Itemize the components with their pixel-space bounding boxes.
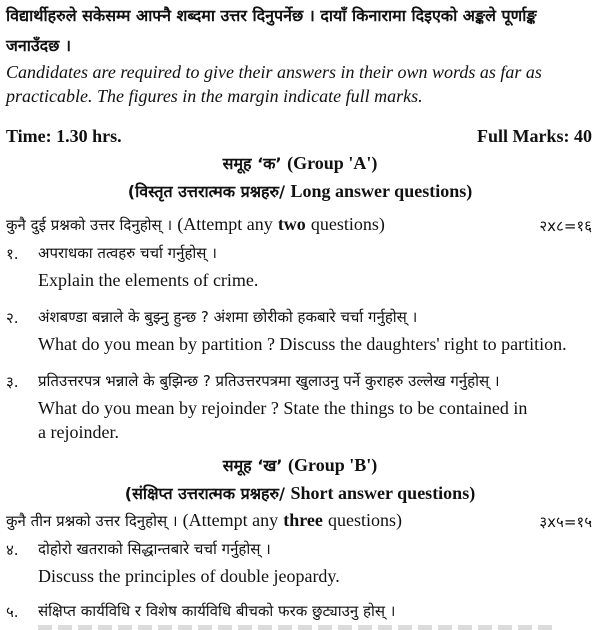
group-b-instruction-en-post: questions) (327, 510, 402, 530)
full-marks: Full Marks: 40 (477, 126, 592, 146)
group-b-marks: ३x५=१५ (539, 513, 592, 531)
group-a-subheading-np: (विस्तृत उत्तरात्मक प्रश्नहरु/ (127, 182, 285, 201)
question-number: १. (6, 245, 19, 263)
group-b-heading-en: (Group 'B') (288, 455, 378, 475)
group-b-subheading-en: Short answer questions) (290, 483, 476, 503)
group-a-subheading-en: Long answer questions) (290, 181, 473, 201)
instruction-nepali-line1: विद्यार्थीहरुले सकेसम्म आफ्नै शब्दमा उत्तर दिनुपर्नेछ । दायाँ किनारामा दिइएको अङ्कले पूर्णाङ्क (6, 6, 537, 25)
question-text-np: प्रतिउत्तरपत्र भन्नाले के बुझिन्छ ? प्रतिउत्तरपत्रमा खुलाउनु पर्ने कुराहरु उल्लेख गर्नुहोस् । (38, 372, 500, 390)
question-number: २. (6, 309, 19, 327)
group-a-heading-en: (Group 'A') (287, 153, 378, 173)
group-b-heading-np: समूह ‘ख’ (222, 456, 283, 475)
question-text-en: What do you mean by rejoinder ? State the things to be contained in (38, 398, 528, 418)
group-b-subheading (0, 482, 600, 504)
question-number: ५. (6, 603, 19, 621)
question-text-en: What do you mean by partition ? Discuss the daughters' right to partition. (38, 334, 567, 354)
group-b-instruction-en-bold: three (283, 510, 323, 530)
group-a-instruction-en-bold: two (277, 214, 306, 234)
group-a-marks: २x८=१६ (539, 217, 592, 235)
question-text-np: अपराधका तत्वहरु चर्चा गर्नुहोस् । (38, 244, 217, 262)
group-a-instruction-en-post: questions) (310, 214, 385, 234)
question-text-np: दोहोरो खतराको सिद्धान्तबारे चर्चा गर्नुहोस् । (38, 540, 271, 558)
question-text-en: Discuss the principles of double jeopardy. (38, 566, 340, 586)
question-text-np: अंशबण्डा बन्नाले के बुझ्नु हुन्छ ? अंशमा छोरीको हकबारे चर्चा गर्नुहोस् । (38, 308, 418, 326)
question-text-en: Explain the elements of crime. (38, 270, 259, 290)
question-text-en: a rejoinder. (38, 422, 119, 442)
question-text-np: संक्षिप्त कार्यविधि र विशेष कार्यविधि बीचको फरक छुट्याउनु होस् । (38, 602, 396, 620)
group-a-instruction-np: कुनै दुई प्रश्नको उत्तर दिनुहोस् । (6, 216, 173, 234)
group-b-subheading-np: (संक्षिप्त उत्तरात्मक प्रश्नहरु/ (124, 484, 285, 503)
group-a-instruction-en-pre: (Attempt any (177, 214, 273, 234)
question-number: ३. (6, 373, 19, 391)
group-a-subheading (0, 180, 600, 202)
cut-off-text-line (38, 625, 558, 630)
group-b-instruction-np: कुनै तीन प्रश्नको उत्तर दिनुहोस् । (6, 512, 178, 530)
group-b-heading (0, 454, 600, 476)
instruction-nepali-line2: जनाउँदछ । (6, 36, 72, 55)
group-a-instruction (6, 214, 385, 235)
group-a-heading (0, 152, 600, 174)
instruction-english-line1: Candidates are required to give their answers in their own words as far as (6, 62, 542, 82)
exam-time: Time: 1.30 hrs. (6, 126, 122, 146)
question-number: ४. (6, 541, 19, 559)
instruction-english-line2: practicable. The figures in the margin indicate full marks. (6, 86, 423, 106)
group-b-instruction (6, 510, 402, 531)
group-b-instruction-en-pre: (Attempt any (182, 510, 279, 530)
group-a-heading-np: समूह ‘क’ (222, 154, 282, 173)
